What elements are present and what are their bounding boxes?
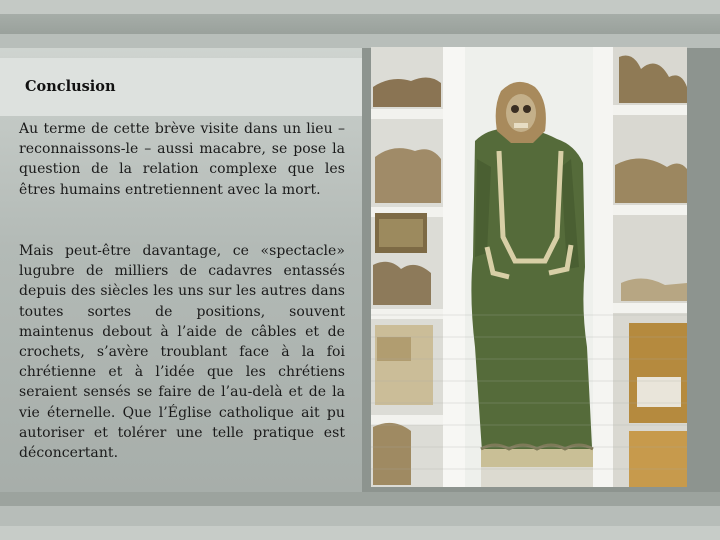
shelf-left-3	[371, 309, 443, 319]
shelf-left-1	[371, 109, 443, 119]
shelf-left-4	[371, 415, 443, 425]
top-band-dark	[0, 14, 720, 34]
bottom-band-dark	[0, 492, 720, 506]
bottom-band-light	[0, 526, 720, 540]
shelf-right-1	[613, 105, 687, 115]
top-band-mid	[0, 34, 720, 48]
catacomb-photo	[371, 47, 687, 487]
top-band-light	[0, 0, 720, 14]
wooden-crate	[629, 323, 687, 423]
bottom-band-mid	[0, 506, 720, 526]
paragraph-1: Au terme de cette brève visite dans un lieu – reconnaissons-le – aussi macabre, se pose la question de la relation complexe que les êtres humains entretiennent avec la mort.	[19, 121, 345, 198]
shelf-right-3	[613, 303, 687, 313]
slide-title: Conclusion	[25, 78, 116, 95]
shelf-right-2	[613, 205, 687, 215]
paragraph-2: Mais peut-être davantage, ce «spectacle» lugubre de milliers de cadavres entassés depuis des siècles les uns sur les autres dans toutes sortes de positions, souvent maintenus debout à l’aide de câbles et de crochets, s’avère troublant face à la foi chrétienne et à l’idée que les chrétiens seraient sensés se faire de l’au-delà et de la vie éternelle. Que l’Église catholique ait pu autoriser et tolérer une telle pratique est déconcertant.	[19, 243, 345, 462]
